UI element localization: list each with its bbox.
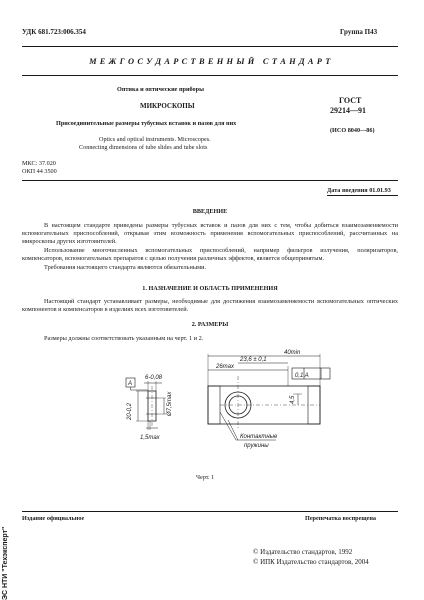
springs-note-1: Контактные bbox=[240, 434, 278, 440]
codes-rule bbox=[22, 180, 398, 181]
section-1-heading: 1. НАЗНАЧЕНИЕ И ОБЛАСТЬ ПРИМЕНЕНИЯ bbox=[142, 285, 278, 292]
introduction-paragraph-1: В настоящем стандарте приведены размеры тубусных вставок и пазов для них с тем, чтобы добиться взаимозаменяемости вспомогательных приспособлений, открывая этим возможность применения вспомогательных приспособлений, рассчитанных на микроскопы других изготовителей. bbox=[22, 222, 398, 246]
category-title: Оптика и оптические приборы bbox=[117, 86, 204, 93]
dim-40: 40min bbox=[284, 350, 301, 356]
datum-label-a: A bbox=[128, 381, 133, 387]
intro-date bbox=[327, 187, 391, 195]
dim-1-5: 1,5max bbox=[140, 435, 160, 441]
dim-6: 6-0,08 bbox=[145, 375, 163, 381]
official-edition: Издание официальное bbox=[22, 515, 85, 522]
introduction-heading: ВВЕДЕНИЕ bbox=[192, 208, 228, 215]
main-title: МИКРОСКОПЫ bbox=[140, 102, 195, 110]
banner-rule bbox=[22, 75, 398, 76]
reprint-notice: Перепечатка воспрещена bbox=[305, 515, 376, 522]
group-code: Группа П43 bbox=[340, 28, 378, 36]
section-2-heading: 2. РАЗМЕРЫ bbox=[191, 321, 229, 328]
intro-date-label: Дата введения bbox=[327, 187, 368, 194]
dim-4-5: 4,5 bbox=[290, 395, 296, 404]
standard-banner: М Е Ж Г О С У Д А Р С Т В Е Н Н Ы Й С Т А Н Д А Р Т bbox=[89, 57, 331, 66]
introduction-paragraph-2: Использование многочисленных вспомогательных приспособлений, например фильтров излучения, поляризаторов, компенсаторов, вспомогательных препаратов с целью получения различных эффектов, является общепринятым. bbox=[22, 247, 398, 263]
mks-code: МКС: 37.020 bbox=[22, 160, 56, 167]
iso-number: (ИСО 8040—86) bbox=[330, 127, 375, 134]
footer-rule bbox=[22, 511, 398, 512]
section-2-text: Размеры должны соответствовать указанным на черт. 1 и 2. bbox=[44, 335, 204, 342]
copyright-2: © ИПК Издательство стандартов, 2004 bbox=[253, 558, 369, 566]
dim-23-6: 23,6 ± 0,1 bbox=[240, 357, 267, 363]
top-rule bbox=[22, 46, 398, 47]
english-title-2: Connecting dimensions of tube slides and tube slots bbox=[79, 144, 208, 151]
copyright-1: © Издательство стандартов, 1992 bbox=[253, 548, 353, 556]
gost-label: ГОСТ bbox=[339, 96, 362, 105]
figure-caption: Черт. 1 bbox=[196, 474, 215, 481]
gost-number: 29214—91 bbox=[330, 106, 366, 115]
okp-code: ОКП 44 3500 bbox=[22, 168, 57, 175]
introduction-paragraph-3: Требования настоящего стандарта являются обязательными. bbox=[44, 264, 207, 271]
springs-note-2: пружины bbox=[244, 443, 269, 449]
dim-26: 26max bbox=[216, 364, 235, 370]
technical-drawing bbox=[88, 346, 354, 456]
dim-20: 20-0,2 bbox=[127, 402, 133, 420]
intro-date-underline bbox=[327, 195, 398, 196]
section-1-text: Настоящий стандарт устанавливает размеры, необходимые для достижения взаимозаменяемости вспомогательных оптических компонентов и компенсаторов в изделиях всех изготовителей. bbox=[22, 298, 398, 314]
subtitle: Присоединительные размеры тубусных вставок и пазов для них bbox=[56, 120, 237, 127]
tolerance-frame: 0,1 A bbox=[295, 373, 309, 379]
english-title-1: Optics and optical instruments. Microscopes. bbox=[99, 136, 211, 143]
udk-code: УДК 681.723:006.354 bbox=[22, 28, 86, 36]
intro-date-value: 01.01.93 bbox=[369, 187, 391, 194]
side-watermark: ЭС НТИ "Техэксперт" bbox=[2, 526, 9, 600]
dim-phi: Ø7,5max bbox=[167, 391, 173, 416]
